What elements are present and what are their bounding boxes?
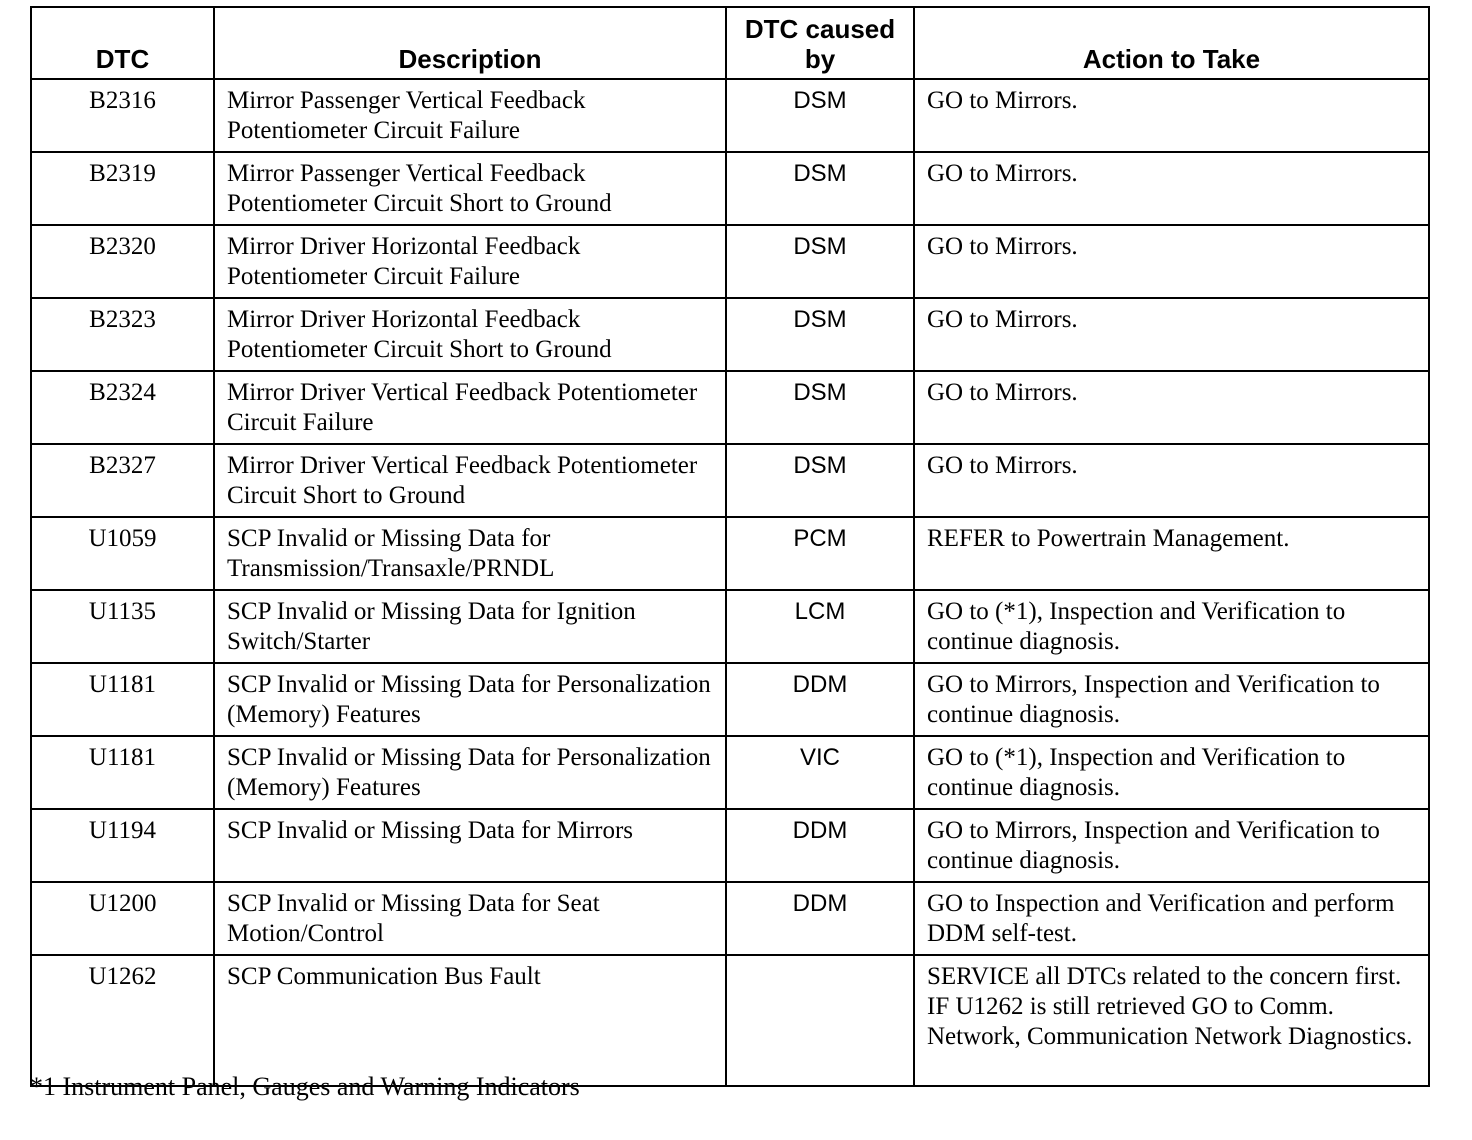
table-row — [31, 225, 1429, 298]
dtc-caused-by: DDM — [726, 663, 914, 736]
table-row — [31, 590, 1429, 663]
table-row — [31, 152, 1429, 225]
dtc-description: Mirror Driver Vertical Feedback Potentiometer Circuit Short to Ground — [214, 444, 726, 517]
dtc-action: GO to Mirrors, Inspection and Verification to continue diagnosis. — [914, 809, 1429, 882]
dtc-action: GO to Mirrors. — [914, 152, 1429, 225]
table-row — [31, 663, 1429, 736]
dtc-caused-by: PCM — [726, 517, 914, 590]
dtc-description: SCP Invalid or Missing Data for Mirrors — [214, 809, 726, 882]
dtc-caused-by: DSM — [726, 79, 914, 152]
dtc-code: B2316 — [31, 79, 214, 152]
table-row — [31, 444, 1429, 517]
dtc-action: GO to Mirrors. — [914, 444, 1429, 517]
header-dtc: DTC — [31, 7, 214, 79]
dtc-action: GO to Inspection and Verification and perform DDM self-test. — [914, 882, 1429, 955]
dtc-code: U1181 — [31, 663, 214, 736]
dtc-description: Mirror Passenger Vertical Feedback Potentiometer Circuit Failure — [214, 79, 726, 152]
dtc-description: SCP Invalid or Missing Data for Transmission/Transaxle/PRNDL — [214, 517, 726, 590]
dtc-table — [30, 6, 1430, 1087]
footnote: *1 Instrument Panel, Gauges and Warning Indicators — [30, 1072, 580, 1101]
dtc-description: SCP Communication Bus Fault — [214, 955, 726, 1086]
header-caused-by: DTC caused by — [726, 7, 914, 79]
dtc-action: GO to Mirrors. — [914, 79, 1429, 152]
dtc-caused-by: LCM — [726, 590, 914, 663]
dtc-action: GO to (*1), Inspection and Verification to continue diagnosis. — [914, 736, 1429, 809]
dtc-caused-by — [726, 955, 914, 1086]
dtc-description: SCP Invalid or Missing Data for Personalization (Memory) Features — [214, 736, 726, 809]
dtc-caused-by: DSM — [726, 371, 914, 444]
table-header-row — [31, 7, 1429, 79]
dtc-caused-by: DDM — [726, 809, 914, 882]
dtc-caused-by: DDM — [726, 882, 914, 955]
dtc-code: U1262 — [31, 955, 214, 1086]
dtc-description: Mirror Passenger Vertical Feedback Potentiometer Circuit Short to Ground — [214, 152, 726, 225]
dtc-caused-by: VIC — [726, 736, 914, 809]
dtc-code: B2324 — [31, 371, 214, 444]
dtc-action: SERVICE all DTCs related to the concern first. IF U1262 is still retrieved GO to Comm. Network, Communication Network Diagnostics. — [914, 955, 1429, 1086]
dtc-description: SCP Invalid or Missing Data for Personalization (Memory) Features — [214, 663, 726, 736]
dtc-code: B2319 — [31, 152, 214, 225]
header-description: Description — [214, 7, 726, 79]
dtc-code: B2323 — [31, 298, 214, 371]
header-action: Action to Take — [914, 7, 1429, 79]
dtc-code: U1194 — [31, 809, 214, 882]
dtc-caused-by: DSM — [726, 225, 914, 298]
dtc-description: Mirror Driver Horizontal Feedback Potentiometer Circuit Failure — [214, 225, 726, 298]
dtc-action: GO to Mirrors. — [914, 298, 1429, 371]
dtc-description: Mirror Driver Vertical Feedback Potentiometer Circuit Failure — [214, 371, 726, 444]
dtc-caused-by: DSM — [726, 152, 914, 225]
table-row — [31, 955, 1429, 1086]
table-row — [31, 79, 1429, 152]
dtc-action: GO to Mirrors. — [914, 225, 1429, 298]
table-row — [31, 736, 1429, 809]
dtc-caused-by: DSM — [726, 444, 914, 517]
dtc-description: Mirror Driver Horizontal Feedback Potentiometer Circuit Short to Ground — [214, 298, 726, 371]
dtc-code: U1135 — [31, 590, 214, 663]
table-row — [31, 517, 1429, 590]
dtc-description: SCP Invalid or Missing Data for Ignition Switch/Starter — [214, 590, 726, 663]
dtc-code: B2327 — [31, 444, 214, 517]
table-row — [31, 882, 1429, 955]
dtc-action: GO to (*1), Inspection and Verification to continue diagnosis. — [914, 590, 1429, 663]
dtc-code: B2320 — [31, 225, 214, 298]
table-row — [31, 298, 1429, 371]
dtc-code: U1181 — [31, 736, 214, 809]
dtc-code: U1059 — [31, 517, 214, 590]
dtc-code: U1200 — [31, 882, 214, 955]
table-row — [31, 809, 1429, 882]
dtc-caused-by: DSM — [726, 298, 914, 371]
dtc-description: SCP Invalid or Missing Data for Seat Motion/Control — [214, 882, 726, 955]
dtc-action: REFER to Powertrain Management. — [914, 517, 1429, 590]
dtc-action: GO to Mirrors, Inspection and Verification to continue diagnosis. — [914, 663, 1429, 736]
dtc-action: GO to Mirrors. — [914, 371, 1429, 444]
table-row — [31, 371, 1429, 444]
